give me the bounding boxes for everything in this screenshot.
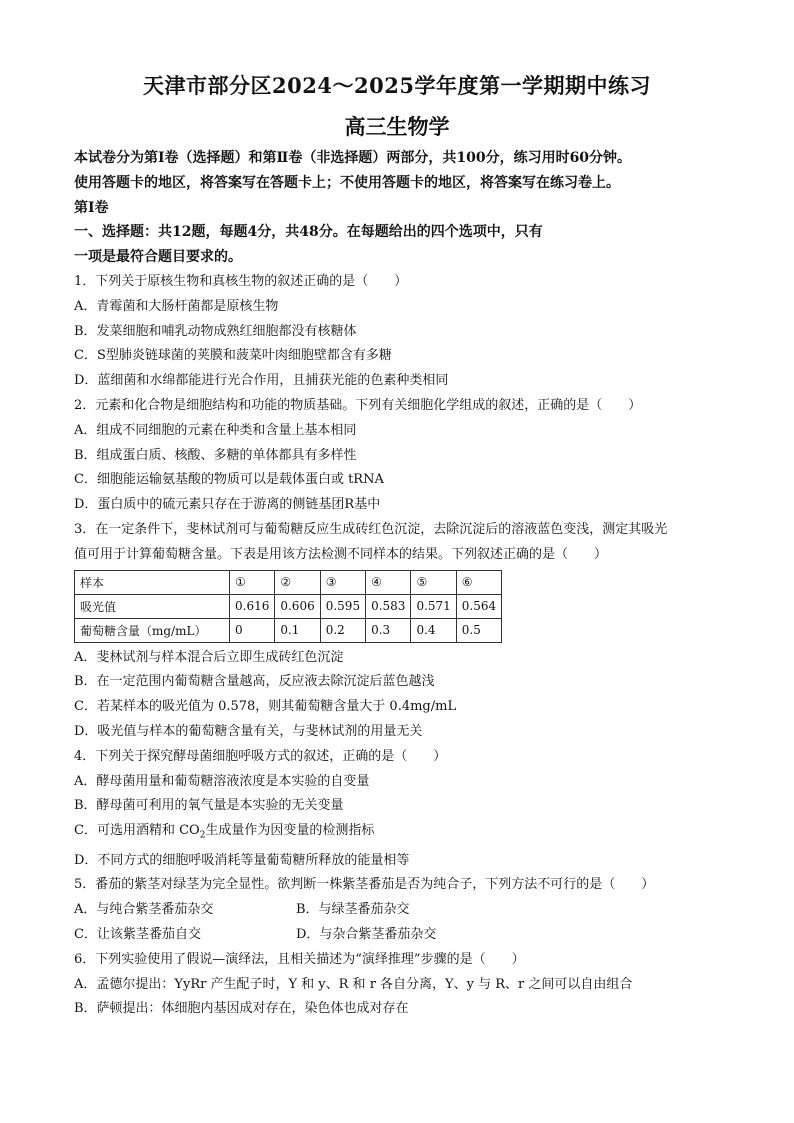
question-6-option-b: B．萨顿提出：体细胞内基因成对存在，染色体也成对存在 [74, 1001, 409, 1017]
question-3-option-d: D．吸光值与样本的葡萄糖含量有关，与斐林试剂的用量无关 [74, 723, 423, 739]
question-3-option-c: C．若某样本的吸光值为 0.578，则其葡萄糖含量大于 0.4mg/mL [74, 699, 457, 715]
table-row-glucose [75, 618, 502, 642]
question-1-stem: 1．下列关于原核生物和真核生物的叙述正确的是（ ） [74, 273, 408, 289]
question-5-options-row-2 [74, 923, 734, 948]
table-cell: 0.616 [230, 594, 275, 618]
table-row-absorbance [75, 594, 502, 618]
table-cell: ① [230, 570, 275, 594]
question-4-option-c-subscript: 2 [199, 830, 206, 841]
section-heading-line-1: 一、选择题：共12题，每题4分，共48分。在每题给出的四个选项中，只有 [74, 224, 543, 241]
question-6-option-a: A．孟德尔提出：YyRr 产生配子时，Y 和 y、R 和 r 各自分离，Y、y 与 R、r 之间可以自由组合 [74, 976, 633, 992]
exam-subject: 高三生物学 [344, 114, 450, 139]
question-6 [74, 948, 734, 1022]
table-cell: 0.606 [275, 594, 320, 618]
table-cell: 0.4 [411, 618, 456, 642]
question-4-option-c-text-end: 生成量作为因变量的检测指标 [205, 823, 375, 839]
question-3 [74, 518, 734, 745]
table-cell: ④ [366, 570, 411, 594]
question-5-option-b: B．与绿茎番茄杂交 [296, 902, 410, 918]
exam-body [74, 146, 734, 1022]
table-cell: 0.583 [366, 594, 411, 618]
intro-line-1: 本试卷分为第Ⅰ卷（选择题）和第Ⅱ卷（非选择题）两部分，共100分，练习用时60分钟。 [74, 150, 632, 166]
table-cell: 0.3 [366, 618, 411, 642]
question-4-option-c [74, 819, 734, 848]
part-1-heading: 第Ⅰ卷 [74, 199, 109, 216]
table-cell: 0.564 [456, 594, 501, 618]
table-header-absorbance: 吸光值 [75, 594, 230, 618]
question-5-option-d: D．与杂合紫茎番茄杂交 [296, 926, 437, 942]
question-5-stem: 5．番茄的紫茎对绿茎为完全显性。欲判断一株紫茎番茄是否为纯合子，下列方法不可行的是（ ） [74, 877, 655, 893]
table-header-sample: 样本 [75, 570, 230, 594]
table-cell: 0 [230, 618, 275, 642]
question-6-stem: 6．下列实验使用了假说—演绎法，且相关描述为“演绎推理”步骤的是（ ） [74, 951, 525, 967]
table-cell: 0.5 [456, 618, 501, 642]
question-2-option-d: D．蛋白质中的硫元素只存在于游离的侧链基团R基中 [74, 497, 381, 513]
question-3-option-b: B．在一定范围内葡萄糖含量越高，反应液去除沉淀后蓝色越浅 [74, 674, 435, 690]
question-5-option-a: A．与纯合紫茎番茄杂交 [74, 902, 214, 918]
table-cell: 0.1 [275, 618, 320, 642]
table-cell: ⑤ [411, 570, 456, 594]
table-cell: 0.2 [320, 618, 365, 642]
question-4-option-d: D．不同方式的细胞呼吸消耗等量葡萄糖所释放的能量相等 [74, 852, 410, 868]
question-3-option-a: A．斐林试剂与样本混合后立即生成砖红色沉淀 [74, 649, 344, 665]
question-5-option-c: C．让该紫茎番茄自交 [74, 926, 201, 942]
question-4-stem: 4．下列关于探究酵母菌细胞呼吸方式的叙述，正确的是（ ） [74, 748, 447, 764]
glucose-absorbance-table [74, 570, 502, 643]
table-header-glucose: 葡萄糖含量（mg/mL） [75, 618, 230, 642]
table-row-samples [75, 570, 502, 594]
question-3-stem-line-1: 3．在一定条件下，斐林试剂可与葡萄糖反应生成砖红色沉淀，去除沉淀后的溶液蓝色变浅，测定其吸光 [74, 521, 668, 537]
question-5 [74, 873, 734, 947]
section-heading-line-2: 一项是最符合题目要求的。 [74, 249, 242, 266]
question-5-options-row-1 [74, 898, 734, 923]
exam-title: 天津市部分区2024～2025学年度第一学期期中练习 [143, 73, 651, 98]
question-4-option-a: A．酵母菌用量和葡萄糖溶液浓度是本实验的自变量 [74, 773, 370, 789]
question-1 [74, 270, 734, 394]
question-4 [74, 745, 734, 874]
question-1-option-b: B．发菜细胞和哺乳动物成熟红细胞都没有核糖体 [74, 323, 357, 339]
question-2-option-b: B．组成蛋白质、核酸、多糖的单体都具有多样性 [74, 447, 357, 463]
question-2-stem: 2．元素和化合物是细胞结构和功能的物质基础。下列有关细胞化学组成的叙述，正确的是（ ） [74, 397, 642, 413]
question-4-option-c-text: C．可选用酒精和 CO [74, 823, 200, 839]
question-1-option-a: A．青霉菌和大肠杆菌都是原核生物 [74, 298, 279, 314]
question-1-option-d: D．蓝细菌和水绵都能进行光合作用，且捕获光能的色素种类相同 [74, 373, 449, 389]
table-cell: ② [275, 570, 320, 594]
table-cell: 0.595 [320, 594, 365, 618]
question-4-option-b: B．酵母菌可利用的氧气量是本实验的无关变量 [74, 798, 344, 814]
question-2-option-c: C．细胞能运输氨基酸的物质可以是载体蛋白或 tRNA [74, 472, 384, 488]
table-cell: 0.571 [411, 594, 456, 618]
table-cell: ③ [320, 570, 365, 594]
table-cell: ⑥ [456, 570, 501, 594]
intro-line-2: 使用答题卡的地区，将答案写在答题卡上；不使用答题卡的地区，将答案写在练习卷上。 [74, 174, 620, 191]
question-2-option-a: A．组成不同细胞的元素在种类和含量上基本相同 [74, 422, 357, 438]
question-2 [74, 394, 734, 518]
question-3-stem-line-2: 值可用于计算葡萄糖含量。下表是用该方法检测不同样本的结果。下列叙述正确的是（ ） [74, 546, 608, 562]
question-1-option-c: C．S型肺炎链球菌的荚膜和菠菜叶肉细胞壁都含有多糖 [74, 348, 392, 364]
